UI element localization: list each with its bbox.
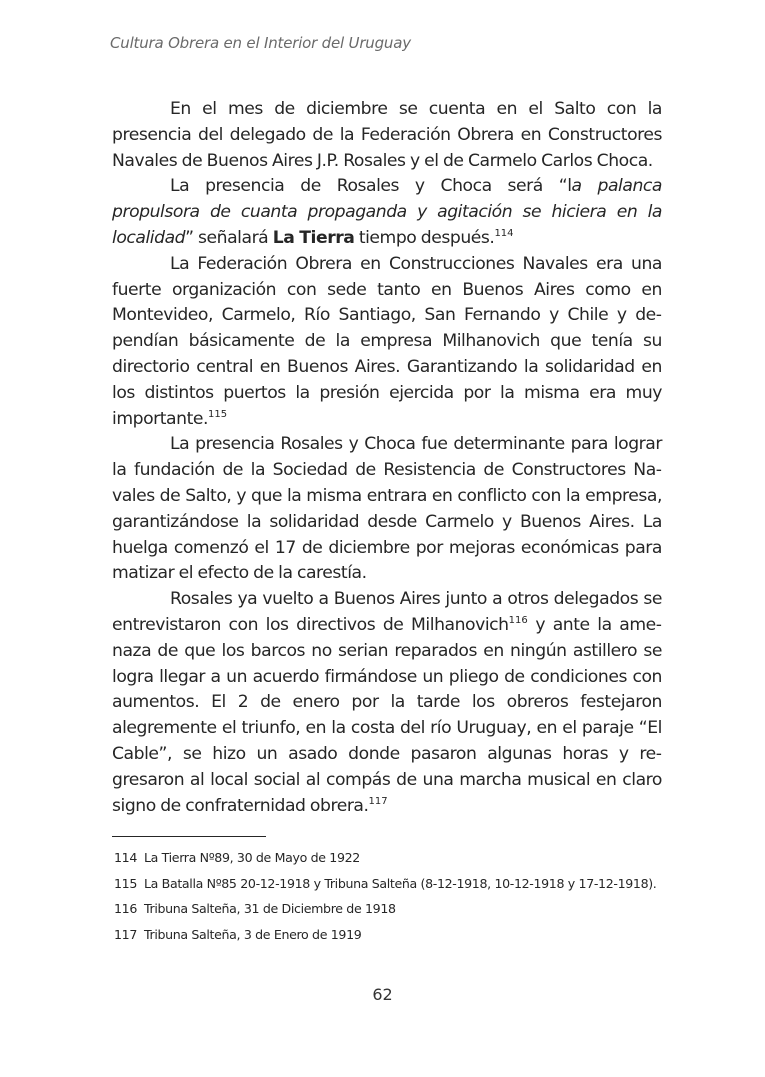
paragraph-3 [112,252,662,433]
paragraph-2 [112,174,662,251]
paragraph-5-text: y ante la amenaza de que los barcos no serian reparados en ningún astillero se logra llegar a un acuerdo firmándose un pliego de condiciones con aumentos. El 2 de enero por la tarde los obreros festejaron alegremente el triunfo, en la costa del río Uruguay, en el paraje “El Cable”, se hizo un asado donde pasaron algunas horas y regresaron al local social al compás de una marcha musical en claro signo de confraternidad obrera. [112,614,662,816]
page-number: 62 [372,985,393,1004]
footnote-number: 116 [114,901,137,916]
footnote-text: La Batalla Nº85 20-12-1918 y Tribuna Salteña (8-12-1918, 10-12-1918 y 17-12-1918). [144,875,657,891]
paragraph-5 [112,587,662,819]
footnote-text: Tribuna Salteña, 31 de Diciembre de 1918 [144,901,396,916]
paragraph-2-text: tiempo después. [354,227,495,248]
paragraph-3-text: La Federación Obrera en Construcciones Navales era una fuerte organización con sede tanto en Buenos Aires como en Montevideo, Carmelo, Río Santiago, San Fernando y Chile y dependían básicamente de la empresa Milhanovich que tenía su directorio central en Buenos Aires. Garantizando la solidaridad en los distintos puertos la presión ejercida por la misma era muy importante. [112,253,662,429]
footnote-ref-117[interactable]: 117 [368,795,388,807]
footnote-text: Tribuna Salteña, 3 de Enero de 1919 [144,926,362,942]
running-header: Cultura Obrera en el Interior del Uruguay [110,34,411,52]
footnote-ref-115[interactable]: 115 [208,408,228,420]
footnote-number: 114 [114,850,137,865]
footnote-number: 115 [114,875,137,891]
paragraph-5-text: Rosales ya vuelto a Buenos Aires junto a otros delegados se entrevistaron con los directivos de Milhanovich [112,589,662,635]
paragraph-2-text: ” señalará [185,227,273,248]
footnote-116 [114,896,674,922]
paragraph-2-text: La presencia de Rosales y Choca será “l [170,176,572,197]
footnote-ref-116[interactable]: 116 [508,614,528,626]
footnote-divider [112,836,266,837]
quoted-text: a palanca propulsora de cuanta propaganda y agitación se hiciera en la localidad [112,176,662,248]
footnote-115 [114,871,674,897]
footnote-117 [114,922,674,948]
footnote-114 [114,845,674,871]
footnote-text: La Tierra Nº89, 30 de Mayo de 1922 [144,850,360,865]
footnotes [114,845,674,947]
newspaper-name: La Tierra [272,227,355,248]
paragraph-1: En el mes de diciembre se cuenta en el Salto con la presencia del delegado de la Federación Obrera en Constructores Navales de Buenos Aires J.P. Rosales y el de Carmelo Carlos Choca. [112,99,662,171]
footnote-ref-114[interactable]: 114 [494,227,514,239]
footnote-number: 117 [114,926,137,942]
paragraph-4: La presencia Rosales y Choca fue determinante para lograr la fundación de la Sociedad de Resistencia de Constructores Navales de Salto, y que la misma entrara en conflicto con la empresa, garantizándose la solidaridad desde Carmelo y Buenos Aires. La huelga comenzó el 17 de diciembre por mejoras económicas para matizar el efecto de la carestía. [112,434,662,584]
body-text [112,97,662,819]
